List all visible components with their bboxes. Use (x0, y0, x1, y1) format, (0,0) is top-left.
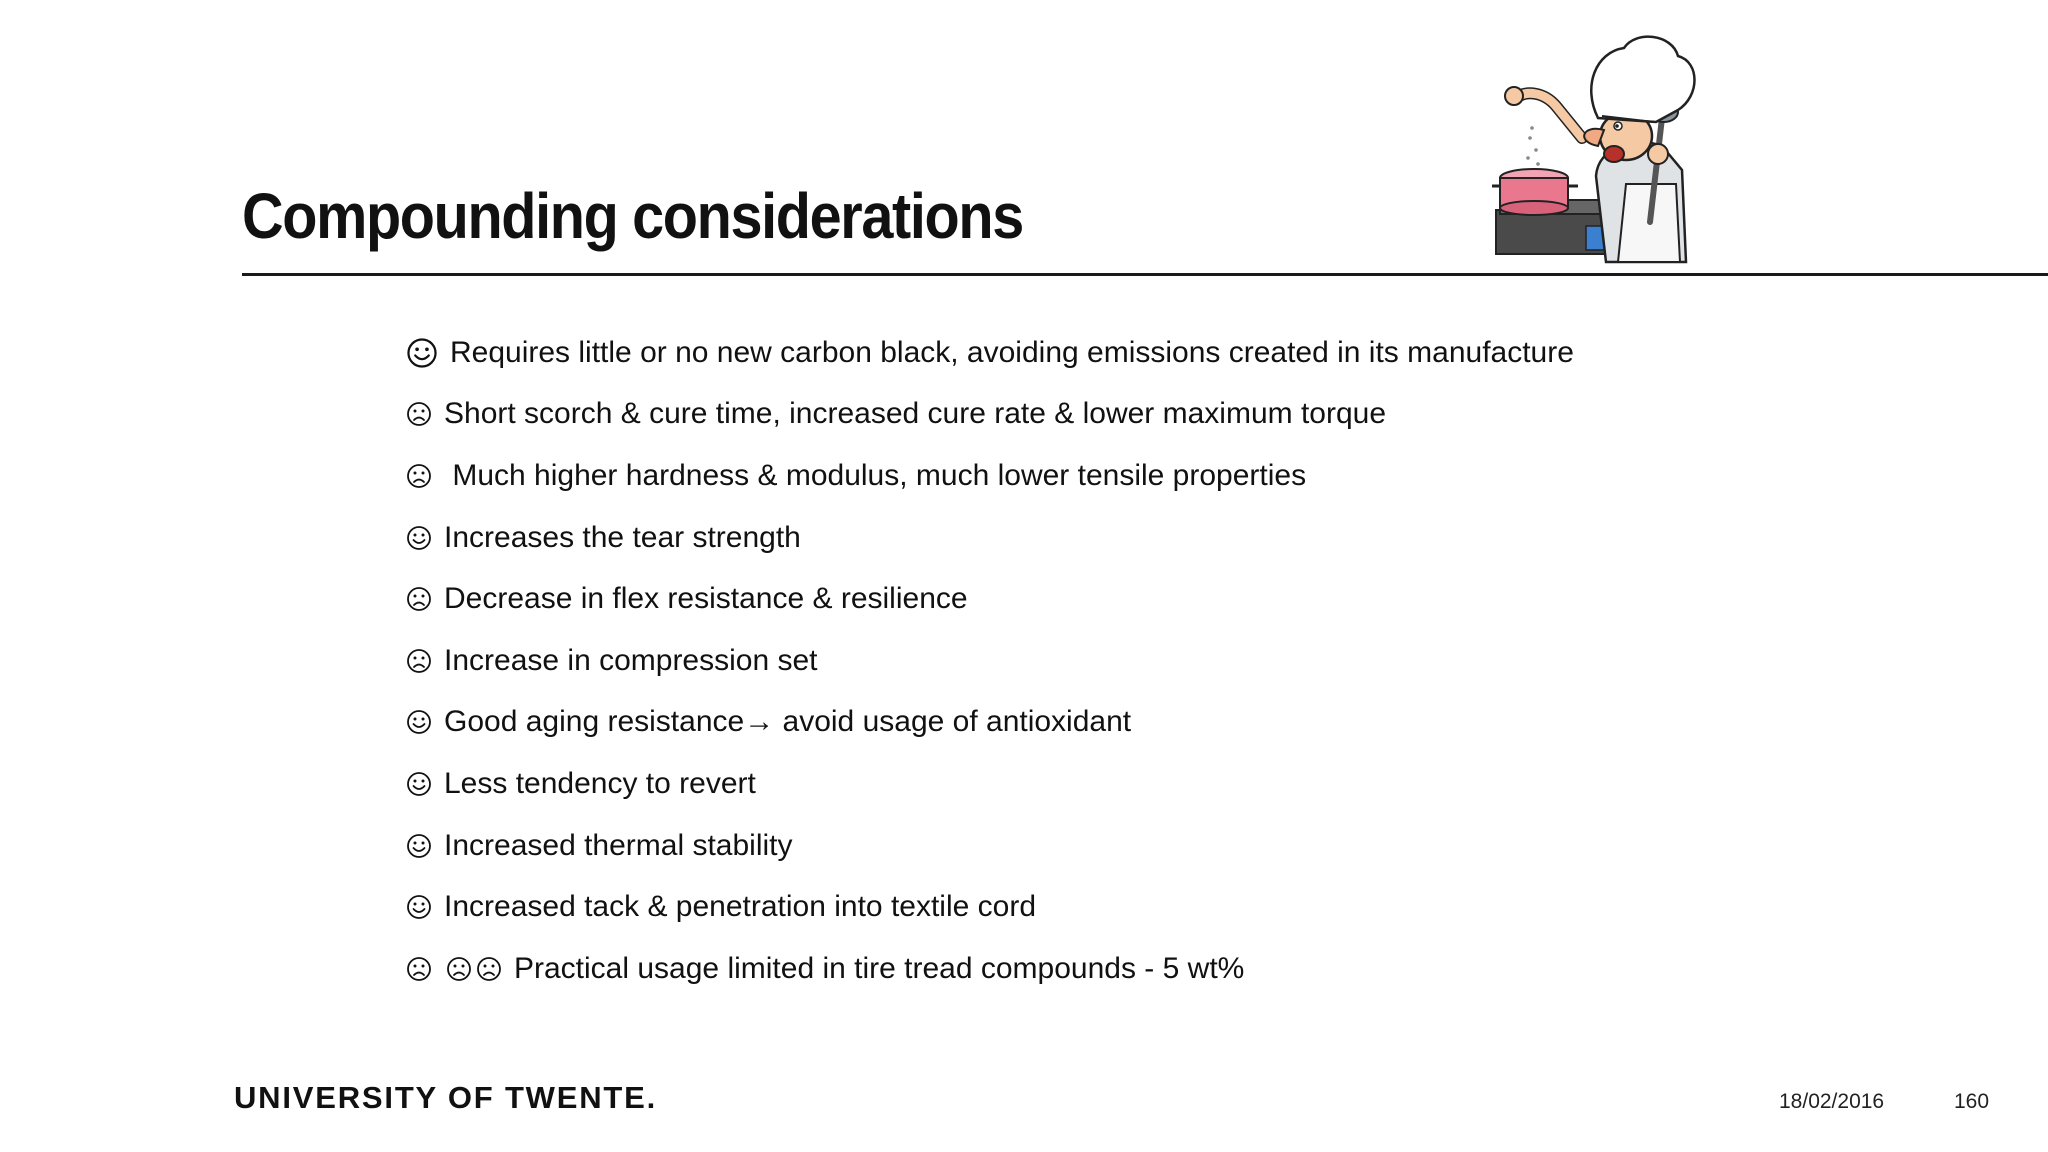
bullet-item (406, 876, 1574, 938)
sentiment-icons (406, 833, 436, 859)
bullet-text: Increased thermal stability (444, 828, 793, 862)
bullet-text: Increase in compression set (444, 643, 818, 677)
frowning-face-icon (406, 463, 432, 489)
page-number: 160 (1954, 1090, 1990, 1113)
bullet-item (406, 384, 1574, 446)
sentiment-icons (406, 956, 506, 982)
sentiment-icons (406, 401, 436, 427)
smiley-face-icon (406, 894, 432, 920)
sentiment-icons (406, 463, 436, 489)
sentiment-icons (406, 648, 436, 674)
bullet-item (406, 568, 1574, 630)
smiley-face-icon (406, 709, 432, 735)
frowning-face-icon (406, 586, 432, 612)
bullet-text: Requires little or no new carbon black, avoiding emissions created in its manufacture (450, 335, 1574, 369)
bullet-item (406, 938, 1574, 1000)
title-divider (242, 273, 2048, 276)
bullet-text: Good aging resistance→ avoid usage of antioxidant (444, 705, 1132, 739)
considerations-list (406, 322, 1574, 1000)
smiley-face-icon (406, 525, 432, 551)
slide-date: 18/02/2016 (1779, 1090, 1885, 1113)
sentiment-icons (406, 586, 436, 612)
bullet-text: Short scorch & cure time, increased cure rate & lower maximum torque (444, 397, 1387, 431)
bullet-item (406, 322, 1574, 384)
sentiment-icons (406, 525, 436, 551)
bullet-text: Increased tack & penetration into textile cord (444, 890, 1037, 924)
frowning-face-icon (406, 956, 432, 982)
frowning-face-icon (476, 956, 502, 982)
sentiment-icons (406, 894, 436, 920)
bullet-text: Less tendency to revert (444, 766, 756, 800)
frowning-face-icon (446, 956, 472, 982)
bullet-text: Practical usage limited in tire tread compounds - 5 wt% (514, 951, 1245, 985)
sentiment-icons (406, 709, 436, 735)
bullet-text: Decrease in flex resistance & resilience (444, 582, 968, 616)
smiley-face-icon (406, 771, 432, 797)
chef-illustration-icon (1486, 26, 1736, 270)
bullet-item (406, 692, 1574, 754)
slide-title: Compounding considerations (242, 180, 1023, 252)
bullet-item (406, 753, 1574, 815)
frowning-face-icon (406, 648, 432, 674)
university-logo: UNIVERSITY OF TWENTE. (234, 1080, 658, 1115)
sentiment-icons (406, 771, 436, 797)
smiley-face-icon (406, 833, 432, 859)
bullet-text: Increases the tear strength (444, 520, 801, 554)
bullet-item (406, 445, 1574, 507)
sentiment-icons (406, 337, 442, 369)
smiley-face-icon (406, 337, 438, 369)
bullet-text: Much higher hardness & modulus, much lower tensile properties (444, 458, 1307, 492)
bullet-item (406, 815, 1574, 877)
bullet-item (406, 630, 1574, 692)
bullet-item (406, 507, 1574, 569)
frowning-face-icon (406, 401, 432, 427)
